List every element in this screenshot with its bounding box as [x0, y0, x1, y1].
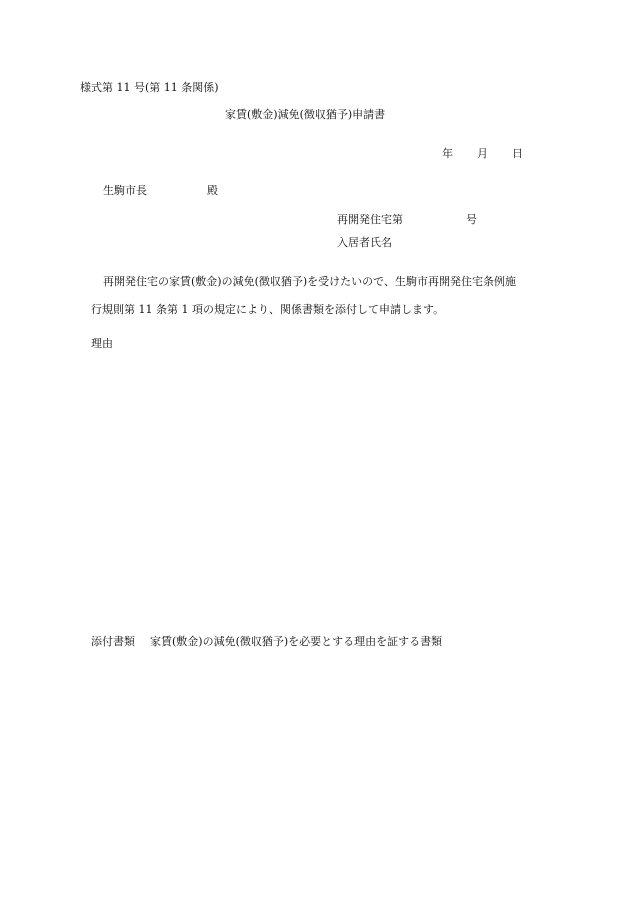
addressee-honorific: 殿: [207, 184, 218, 197]
housing-number-suffix: 号: [466, 213, 477, 226]
application-statement-line-2: 行規則第 11 条第 1 項の規定により、関係書類を添付して申請します。: [91, 303, 445, 316]
reason-label: 理由: [91, 337, 113, 350]
form-number: 様式第 11 号(第 11 条関係): [80, 81, 219, 94]
addressee-name: 生駒市長: [103, 184, 147, 197]
document-title: 家賃(敷金)減免(徴収猶予)申請書: [225, 108, 386, 121]
attachment-label: 添付書類: [91, 635, 135, 648]
application-statement-line-1: 再開発住宅の家賃(敷金)の減免(徴収猶予)を受けたいので、生駒市再開発住宅条例施: [103, 275, 516, 288]
housing-number-label: 再開発住宅第: [337, 213, 403, 226]
date-month-label: 月: [477, 147, 488, 160]
resident-name-label: 入居者氏名: [337, 236, 392, 249]
attachment-description: 家賃(敷金)の減免(徴収猶予)を必要とする理由を証する書類: [150, 635, 443, 648]
date-year-label: 年: [442, 147, 453, 160]
reason-blank-area[interactable]: [91, 356, 551, 626]
date-day-label: 日: [512, 147, 523, 160]
